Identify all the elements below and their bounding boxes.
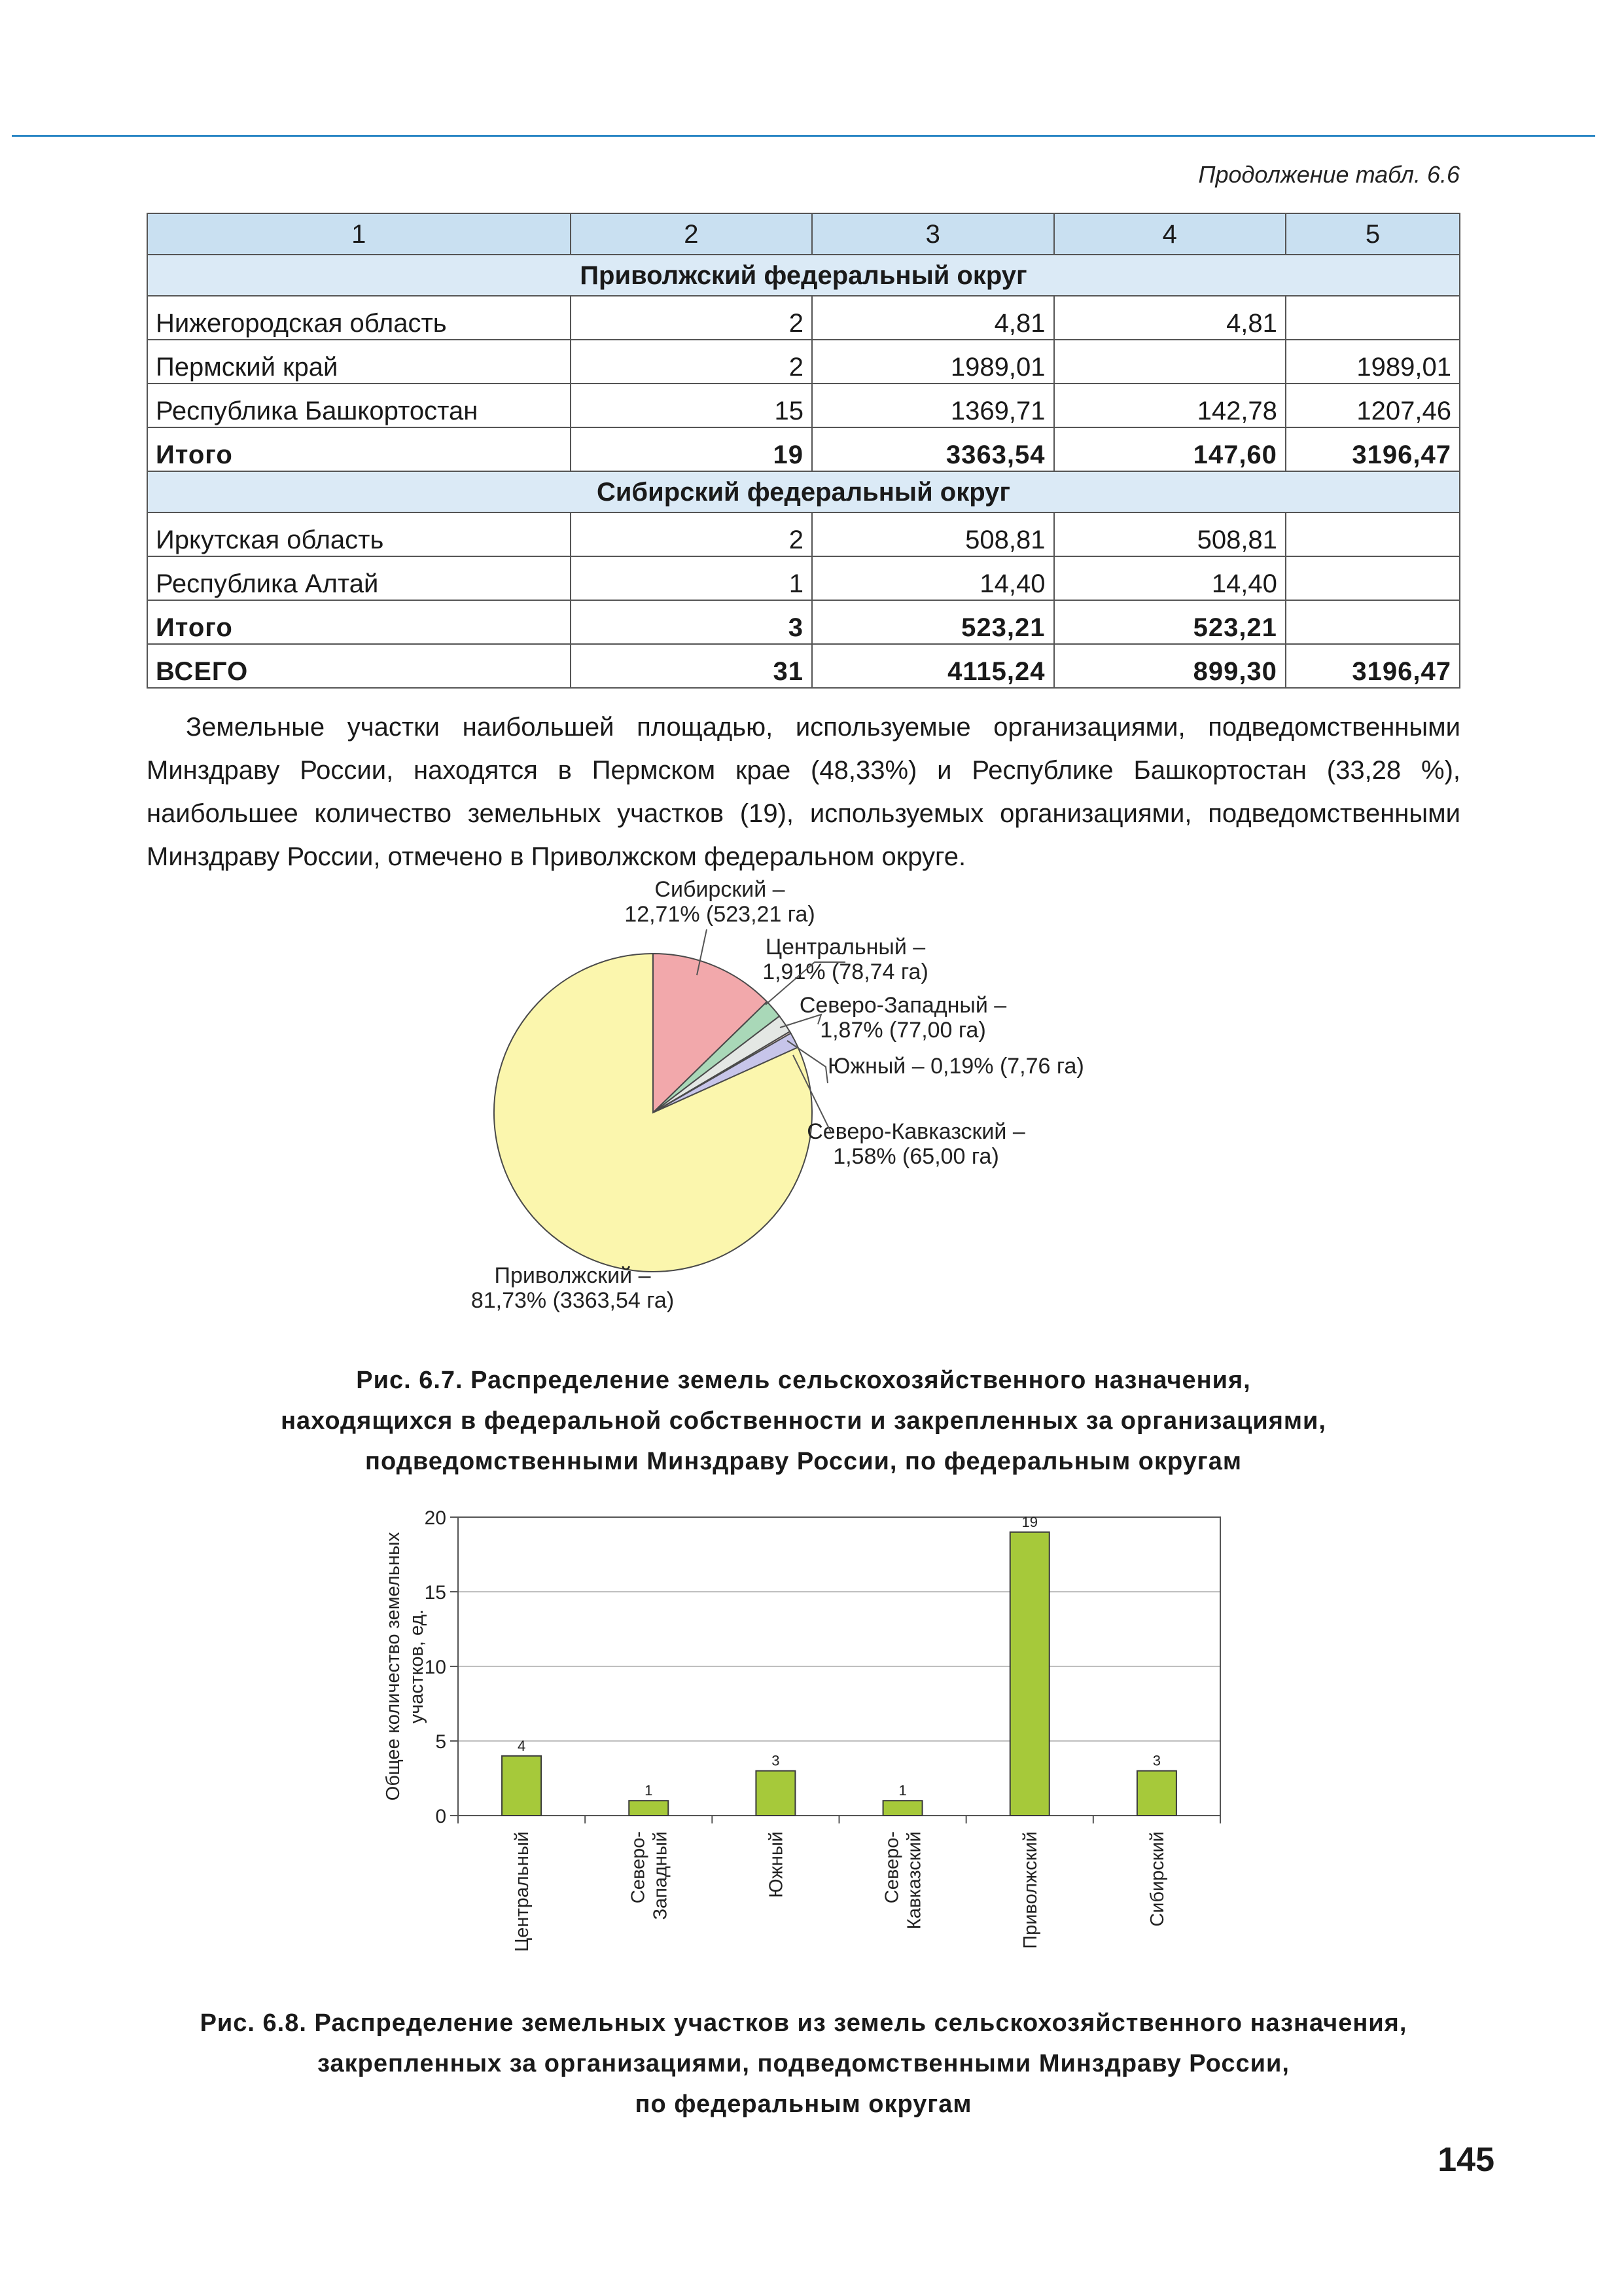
- table-cell: 31: [571, 644, 812, 688]
- pie-label-Северо-Западный: 1,87% (77,00 га): [820, 1018, 986, 1043]
- table-cell: 4115,24: [812, 644, 1053, 688]
- section-title: Сибирский федеральный округ: [147, 471, 1460, 512]
- table-cell: Республика Башкортостан: [147, 384, 571, 427]
- pie-label-Центральный: Центральный –: [765, 935, 926, 960]
- table-cell: 508,81: [1054, 512, 1286, 556]
- table-cell: Нижегородская область: [147, 296, 571, 340]
- table-cell: 1207,46: [1286, 384, 1460, 427]
- y-axis-label: [383, 1532, 427, 1801]
- y-tick-label: 15: [424, 1582, 446, 1604]
- table-cell: 3363,54: [812, 427, 1053, 471]
- figure-6-8-caption: [0, 2003, 1607, 2125]
- table-cell: 1989,01: [812, 340, 1053, 384]
- x-category-label-line: Приволжский: [1019, 1831, 1041, 1949]
- bar-Центральный: [502, 1756, 541, 1816]
- table-cell: 508,81: [812, 512, 1053, 556]
- table-cell: 3: [812, 213, 1053, 255]
- caption-line: подведомственными Минздраву России, по федеральным округам: [365, 1448, 1242, 1475]
- table-cell: Республика Алтай: [147, 556, 571, 600]
- table-cell: 5: [1286, 213, 1460, 255]
- caption-line: по федеральным округам: [635, 2090, 972, 2118]
- x-category-label: [766, 1831, 786, 1898]
- bar-data-label: 4: [517, 1737, 526, 1754]
- x-category-label-line: Северо-: [881, 1831, 903, 1904]
- table-cell: 14,40: [1054, 556, 1286, 600]
- pie-label-Северо-Западный: Северо-Западный –: [799, 993, 1007, 1018]
- table-cell: 1989,01: [1286, 340, 1460, 384]
- x-category-label-line: Южный: [766, 1831, 787, 1898]
- x-category-label: [882, 1831, 925, 1929]
- x-category-label-line: Кавказский: [904, 1831, 925, 1930]
- pie-label-Центральный: 1,91% (78,74 га): [762, 960, 928, 984]
- table-cell: 4,81: [1054, 296, 1286, 340]
- section-title: Приволжский федеральный округ: [147, 255, 1460, 296]
- table-cell: 4: [1054, 213, 1286, 255]
- x-category-label: [627, 1831, 671, 1920]
- y-tick-label: 0: [435, 1806, 446, 1827]
- body-paragraph: Земельные участки наибольшей площадью, используемые организациями, подведомственными Минздраву России, находятся в Пермском крае (48,33%) и Республике Башкортостан (33,28 %), наибольшее количество земельных участков (19), используемых организациями, подведомственными Минздраву России, отмечено в Приволжском федеральном округе.: [147, 713, 1460, 871]
- y-tick-label: 10: [424, 1657, 446, 1678]
- table-cell: 4,81: [812, 296, 1053, 340]
- pie-label-Приволжский: 81,73% (3363,54 га): [470, 1288, 675, 1313]
- pie-label-Северо-Кавказский: 1,58% (65,00 га): [833, 1144, 999, 1169]
- bar-Сибирский: [1137, 1771, 1176, 1816]
- table-cell: 523,21: [1054, 600, 1286, 644]
- x-category-label: [1020, 1831, 1041, 1949]
- bar-Северо-Кавказский: [883, 1801, 923, 1816]
- table-cell: Итого: [147, 600, 571, 644]
- caption-line: закрепленных за организациями, подведомственными Минздраву России,: [317, 2050, 1290, 2077]
- table-cell: Итого: [147, 427, 571, 471]
- continuation-label: Продолжение табл. 6.6: [1198, 161, 1460, 188]
- table-cell: 2: [571, 213, 812, 255]
- x-category-label-line: Сибирский: [1146, 1831, 1168, 1927]
- x-category-label: [1147, 1831, 1168, 1927]
- table-cell: 899,30: [1054, 644, 1286, 688]
- table-cell: Пермский край: [147, 340, 571, 384]
- table-cell: 1: [571, 556, 812, 600]
- bar-Южный: [756, 1771, 795, 1816]
- x-category-label-line: Северо-: [627, 1831, 649, 1904]
- bar-Приволжский: [1010, 1532, 1050, 1816]
- y-axis-label-line: участков, ед.: [406, 1609, 427, 1724]
- table-cell: 15: [571, 384, 812, 427]
- table-cell: 523,21: [812, 600, 1053, 644]
- pie-label-Южный: Южный – 0,19% (7,76 га): [828, 1054, 1084, 1079]
- caption-line: Рис. 6.8. Распределение земельных участков из земель сельскохозяйственного назначения,: [200, 2009, 1407, 2037]
- caption-line: Рис. 6.7. Распределение земель сельскохозяйственного назначения,: [356, 1367, 1251, 1394]
- x-category-label-line: Западный: [650, 1831, 671, 1920]
- x-category-label-line: Центральный: [512, 1831, 533, 1952]
- table-cell: 3196,47: [1286, 644, 1460, 688]
- bar-data-label: 1: [645, 1782, 653, 1799]
- figure-6-7-caption: [0, 1360, 1607, 1482]
- bar-data-label: 19: [1021, 1513, 1038, 1530]
- bar-data-label: 3: [1152, 1752, 1161, 1769]
- table-cell: 19: [571, 427, 812, 471]
- bar-data-label: 1: [898, 1782, 907, 1799]
- table-cell: Иркутская область: [147, 512, 571, 556]
- x-category-label: [512, 1831, 533, 1952]
- table-cell: 2: [571, 512, 812, 556]
- table-cell: 14,40: [812, 556, 1053, 600]
- pie-label-Сибирский: 12,71% (523,21 га): [624, 902, 815, 927]
- pie-label-Северо-Кавказский: Северо-Кавказский –: [807, 1119, 1025, 1144]
- table-cell: 147,60: [1054, 427, 1286, 471]
- y-tick-label: 20: [424, 1507, 446, 1529]
- table-cell: 2: [571, 296, 812, 340]
- y-tick-label: 5: [435, 1731, 446, 1753]
- table-cell: ВСЕГО: [147, 644, 571, 688]
- y-axis-label-line: Общее количество земельных: [383, 1532, 404, 1801]
- bar-data-label: 3: [771, 1752, 780, 1769]
- pie-label-Сибирский: Сибирский –: [654, 877, 785, 902]
- table-cell: 3196,47: [1286, 427, 1460, 471]
- caption-line: находящихся в федеральной собственности и закрепленных за организациями,: [281, 1407, 1326, 1435]
- table-cell: 2: [571, 340, 812, 384]
- pie-label-Приволжский: Приволжский –: [494, 1263, 651, 1288]
- bar-chart: [0, 1486, 1607, 1983]
- bar-Северо-Западный: [629, 1801, 668, 1816]
- table-cell: 1: [147, 213, 571, 255]
- page-number: 145: [1438, 2141, 1494, 2179]
- table-cell: 142,78: [1054, 384, 1286, 427]
- table-cell: 1369,71: [812, 384, 1053, 427]
- table-cell: 3: [571, 600, 812, 644]
